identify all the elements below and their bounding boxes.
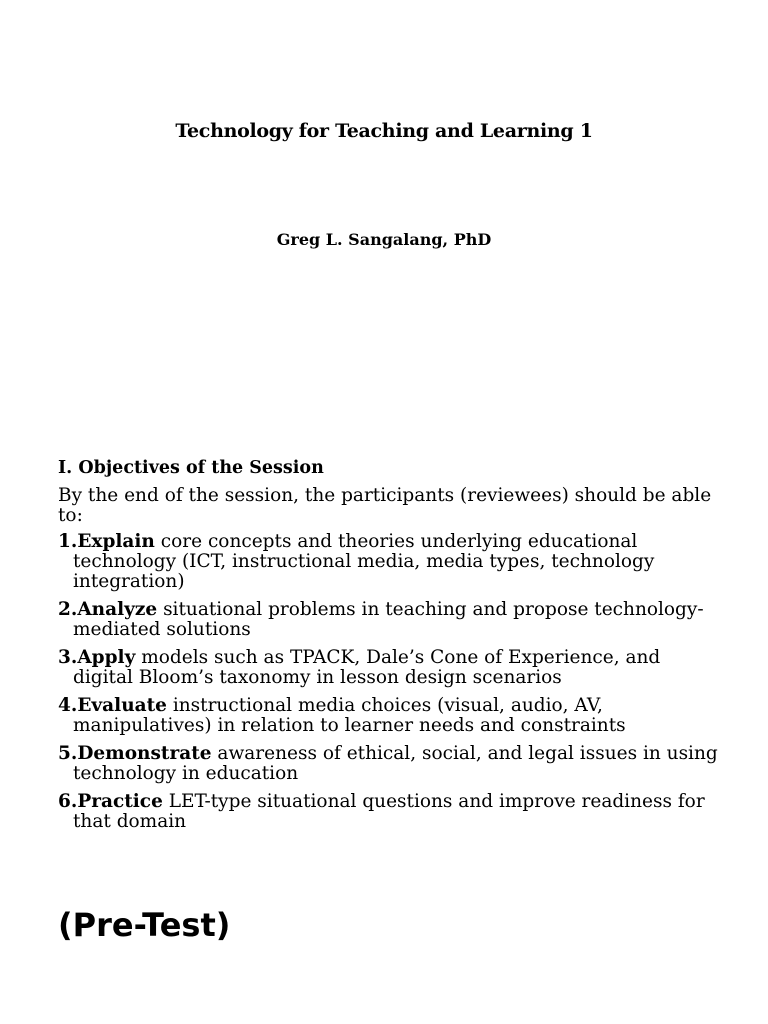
objectives-list [58, 532, 720, 832]
objective-verb: Apply [77, 647, 136, 668]
objective-text: core concepts and theories underlying educational technology (ICT, instructional media, media types, technology integration) [73, 531, 655, 592]
objective-item-5 [58, 744, 720, 784]
section-heading: I. Objectives of the Session [58, 458, 324, 478]
objective-number: 2. [58, 599, 78, 620]
objective-verb: Practice [77, 791, 163, 812]
objective-verb: Demonstrate [77, 743, 212, 764]
objective-number: 5. [58, 743, 78, 764]
objective-number: 1. [58, 531, 78, 552]
objective-verb: Evaluate [77, 695, 167, 716]
objective-item-1 [58, 532, 720, 592]
objectives-section [58, 458, 720, 840]
document-title: Technology for Teaching and Learning 1 [175, 120, 593, 142]
pretest-heading: (Pre-Test) [58, 906, 231, 944]
objective-item-4 [58, 696, 720, 736]
objective-item-3 [58, 648, 720, 688]
objective-number: 6. [58, 791, 78, 812]
objective-text: situational problems in teaching and propose technology-mediated solutions [73, 599, 704, 640]
objective-text: awareness of ethical, social, and legal issues in using technology in education [73, 743, 718, 784]
objective-number: 3. [58, 647, 78, 668]
objective-text: models such as TPACK, Dale’s Cone of Experience, and digital Bloom’s taxonomy in lesson design scenarios [73, 647, 661, 688]
objective-text: LET-type situational questions and improve readiness for that domain [73, 791, 705, 832]
objective-number: 4. [58, 695, 78, 716]
objective-item-2 [58, 600, 720, 640]
objective-verb: Explain [77, 531, 155, 552]
section-intro: By the end of the session, the participants (reviewees) should be able to: [58, 485, 712, 526]
objective-item-6 [58, 792, 720, 832]
objective-text: instructional media choices (visual, audio, AV, manipulatives) in relation to learner needs and constraints [73, 695, 626, 736]
document-author: Greg L. Sangalang, PhD [276, 230, 492, 249]
objective-verb: Analyze [77, 599, 158, 620]
